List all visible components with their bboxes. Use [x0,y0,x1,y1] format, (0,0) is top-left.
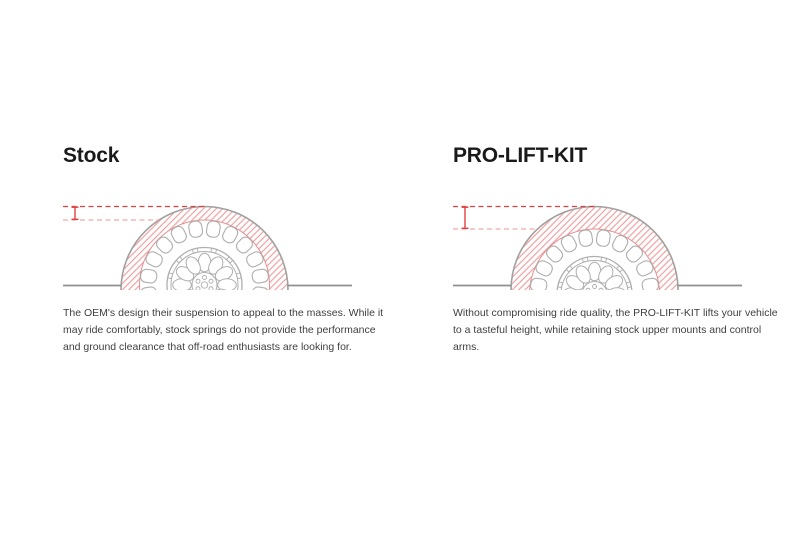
pro-lift-kit-wheel-arch-diagram [453,200,742,291]
panel-description-stock [63,305,384,356]
panel-stock [63,0,383,534]
panel-pro-lift-kit [453,0,778,534]
description-line: Without compromising ride quality, the PRO-LIFT-KIT lifts your vehicle [453,307,778,319]
panel-title-stock: Stock [63,144,120,167]
description-line: arms. [453,341,480,353]
stock-wheel-arch-diagram [63,200,352,291]
gap-measure-bar [462,207,469,229]
description-line: and ground clearance that off-road enthusiasts are looking for. [63,341,352,353]
description-line: to a tasteful height, while retaining stock upper mounts and control [453,324,762,336]
panel-title-pro-lift-kit: PRO-LIFT-KIT [453,144,588,167]
gap-measure-bar [72,207,79,220]
description-line: The OEM's design their suspension to appeal to the masses. While it [63,307,384,319]
description-line: may ride comfortably, stock springs do not provide the performance [63,324,376,336]
panel-description-pro-lift-kit [453,305,778,356]
